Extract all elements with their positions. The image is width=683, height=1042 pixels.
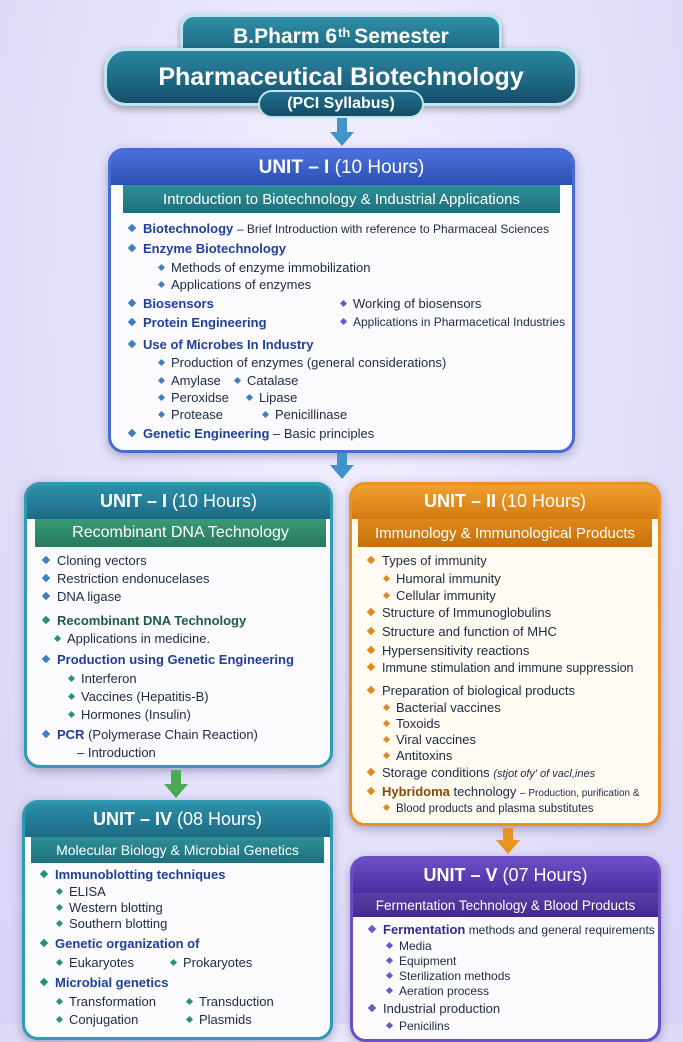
unit3-bio-sub3: Viral vaccines xyxy=(384,732,476,747)
unit2-title-row xyxy=(27,491,330,512)
unit2-prod-sub3: Hormones (Insulin) xyxy=(69,707,191,722)
unit1-subtitle: Introduction to Biotechnology & Industrial Applications xyxy=(163,190,520,208)
unit5-title-row xyxy=(353,865,658,886)
unit4-title: UNIT – IV xyxy=(92,809,172,829)
arrow-down-icon xyxy=(330,118,354,148)
bullet-icon xyxy=(368,1004,376,1012)
bullet-icon xyxy=(367,627,375,635)
bullet-icon xyxy=(386,987,393,994)
bullet-icon xyxy=(367,663,375,671)
bullet-icon xyxy=(170,959,177,966)
bullet-icon xyxy=(367,556,375,564)
bullet-icon xyxy=(367,608,375,616)
bullet-icon xyxy=(56,920,63,927)
unit1-biotech: Biotechnology – Brief Introduction with reference to Pharmaceal Sciences xyxy=(129,221,549,236)
bullet-icon xyxy=(386,957,393,964)
bullet-icon xyxy=(158,359,165,366)
unit1-penicillinase: Penicillinase xyxy=(263,407,347,422)
unit1-microbes: Use of Microbes In Industry xyxy=(129,337,313,352)
unit4-eukaryotes: Eukaryotes xyxy=(57,955,134,970)
unit3-bio-sub2: Toxoids xyxy=(384,716,440,731)
bullet-icon xyxy=(68,693,75,700)
unit3-header xyxy=(352,485,658,519)
unit5-hours: (07 Hours) xyxy=(502,865,588,885)
unit2-subtitle-band xyxy=(35,519,326,547)
unit3-storage: Storage conditions (stjot ofy' of vacl,ines xyxy=(368,765,595,780)
unit2-prod-sub1: Interferon xyxy=(69,671,137,686)
unit4-plasmids: Plasmids xyxy=(187,1012,252,1027)
unit1-subtitle-band xyxy=(123,185,560,213)
unit1-enzyme-sub1: Methods of enzyme immobilization xyxy=(159,260,370,275)
unit4-subtitle: Molecular Biology & Microbial Genetics xyxy=(56,842,299,858)
unit3-card xyxy=(349,482,661,826)
bullet-icon xyxy=(68,711,75,718)
unit1-biosensors: Biosensors xyxy=(129,296,214,311)
unit4-immuno: Immunoblotting techniques xyxy=(41,867,225,882)
bullet-icon xyxy=(128,340,136,348)
bullet-icon xyxy=(56,904,63,911)
unit1-enzyme: Enzyme Biotechnology xyxy=(129,241,286,256)
unit2-hours: (10 Hours) xyxy=(172,491,258,511)
unit1-hours: (10 Hours) xyxy=(334,157,425,178)
unit4-transformation: Transformation xyxy=(57,994,156,1009)
unit5-aeration: Aeration process xyxy=(387,984,489,998)
bullet-icon xyxy=(383,704,390,711)
unit4-hours: (08 Hours) xyxy=(177,809,263,829)
unit5-media: Media xyxy=(387,939,432,953)
unit1-protein: Protein Engineering xyxy=(129,315,267,330)
bullet-icon xyxy=(40,870,48,878)
unit1-protease: Protease xyxy=(159,407,223,422)
unit3-hybridoma: Hybridoma technology – Production, purification & xyxy=(368,784,640,799)
bullet-icon xyxy=(234,377,241,384)
bullet-icon xyxy=(386,972,393,979)
unit5-subtitle: Fermentation Technology & Blood Products xyxy=(375,897,636,913)
arrow-down-icon xyxy=(164,770,188,800)
unit1-microbes-sub1: Production of enzymes (general considerations) xyxy=(159,355,446,370)
bullet-icon xyxy=(128,299,136,307)
unit2-title: UNIT – I xyxy=(99,491,167,511)
semester-suffix: Semester xyxy=(354,25,449,48)
unit2-item1: Cloning vectors xyxy=(43,553,147,568)
bullet-icon xyxy=(367,768,375,776)
unit5-fermentation: Fermentation methods and general requirements xyxy=(369,922,655,937)
bullet-icon xyxy=(340,318,347,325)
unit4-subtitle-band xyxy=(31,837,324,863)
bullet-icon xyxy=(186,998,193,1005)
unit3-immunity: Types of immunity xyxy=(368,553,487,568)
bullet-icon xyxy=(42,592,50,600)
bullet-icon xyxy=(56,998,63,1005)
unit4-transduction: Transduction xyxy=(187,994,274,1009)
bullet-icon xyxy=(56,888,63,895)
bullet-icon xyxy=(42,556,50,564)
semester-sup: th xyxy=(338,25,351,40)
unit3-blood: Blood products and plasma substitutes xyxy=(384,803,594,815)
unit4-prokaryotes: Prokaryotes xyxy=(171,955,252,970)
unit1-applications: Applications in Pharmacetical Industries xyxy=(341,315,565,329)
bullet-icon xyxy=(386,942,393,949)
bullet-icon xyxy=(128,224,136,232)
unit3-immunity-sub2: Cellular immunity xyxy=(384,588,496,603)
unit1-lipase: Lipase xyxy=(247,390,297,405)
unit4-conjugation: Conjugation xyxy=(57,1012,138,1027)
bullet-icon xyxy=(158,394,165,401)
bullet-icon xyxy=(383,804,390,811)
bullet-icon xyxy=(128,318,136,326)
unit2-production: Production using Genetic Engineering xyxy=(43,652,294,667)
unit3-bio-sub4: Antitoxins xyxy=(384,748,452,763)
bullet-icon xyxy=(383,575,390,582)
unit1-title-row xyxy=(111,157,572,179)
bullet-icon xyxy=(262,411,269,418)
unit3-ig: Structure of Immunoglobulins xyxy=(368,605,551,620)
bullet-icon xyxy=(158,281,165,288)
unit3-bio: Preparation of biological products xyxy=(368,683,575,698)
unit1-card xyxy=(108,148,575,453)
bullet-icon xyxy=(368,925,376,933)
unit1-catalase: Catalase xyxy=(235,373,298,388)
semester-prefix: B.Pharm 6 xyxy=(233,25,338,48)
bullet-icon xyxy=(128,429,136,437)
unit1-peroxidase: Peroxidse xyxy=(159,390,229,405)
bullet-icon xyxy=(367,787,375,795)
bullet-icon xyxy=(56,959,63,966)
bullet-icon xyxy=(158,377,165,384)
bullet-icon xyxy=(367,646,375,654)
unit4-card xyxy=(22,800,333,1040)
unit2-pcr-sub: – Introduction xyxy=(77,745,156,760)
bullet-icon xyxy=(42,616,50,624)
arrow-down-icon xyxy=(496,828,520,856)
unit2-rdna: Recombinant DNA Technology xyxy=(43,613,246,628)
syllabus-label: (PCI Syllabus) xyxy=(287,95,395,112)
unit2-card xyxy=(24,482,333,768)
unit1-genetic: Genetic Engineering – Basic principles xyxy=(129,426,374,441)
unit2-item2: Restriction endonucelases xyxy=(43,571,209,586)
unit5-penicillins: Penicilins xyxy=(387,1019,450,1033)
unit3-subtitle-band xyxy=(358,519,652,547)
unit4-western: Western blotting xyxy=(57,900,163,915)
unit5-industrial: Industrial production xyxy=(369,1001,500,1016)
unit5-title: UNIT – V xyxy=(423,865,498,885)
bullet-icon xyxy=(246,394,253,401)
unit3-bio-sub1: Bacterial vaccines xyxy=(384,700,501,715)
unit2-rdna-sub: Applications in medicine. xyxy=(55,631,210,646)
bullet-icon xyxy=(383,736,390,743)
unit2-pcr: PCR (Polymerase Chain Reaction) xyxy=(43,727,258,742)
unit1-enzyme-sub2: Applications of enzymes xyxy=(159,277,311,292)
unit3-title: UNIT – II xyxy=(423,491,496,511)
unit4-genetic-org: Genetic organization of xyxy=(41,936,199,951)
bullet-icon xyxy=(158,411,165,418)
unit5-card xyxy=(350,856,661,1042)
unit2-subtitle: Recombinant DNA Technology xyxy=(72,524,289,541)
unit1-title: UNIT – I xyxy=(258,157,330,178)
unit4-elisa: ELISA xyxy=(57,884,106,899)
bullet-icon xyxy=(128,244,136,252)
bullet-icon xyxy=(383,720,390,727)
unit4-southern: Southern blotting xyxy=(57,916,167,931)
unit3-title-row xyxy=(352,491,658,512)
bullet-icon xyxy=(56,1016,63,1023)
bullet-icon xyxy=(340,300,347,307)
unit5-header xyxy=(353,859,658,893)
unit1-amylase: Amylase xyxy=(159,373,221,388)
bullet-icon xyxy=(40,939,48,947)
bullet-icon xyxy=(42,574,50,582)
bullet-icon xyxy=(54,635,61,642)
unit2-item3: DNA ligase xyxy=(43,589,121,604)
bullet-icon xyxy=(42,655,50,663)
unit5-equipment: Equipment xyxy=(387,954,456,968)
unit3-stim: Immune stimulation and immune suppression xyxy=(368,661,634,675)
unit2-prod-sub2: Vaccines (Hepatitis-B) xyxy=(69,689,209,704)
unit4-microbial: Microbial genetics xyxy=(41,975,168,990)
bullet-icon xyxy=(386,1022,393,1029)
unit5-sterilization: Sterilization methods xyxy=(387,969,510,983)
unit3-immunity-sub1: Humoral immunity xyxy=(384,571,501,586)
bullet-icon xyxy=(68,675,75,682)
unit3-hours: (10 Hours) xyxy=(501,491,587,511)
arrow-down-icon xyxy=(330,453,354,481)
bullet-icon xyxy=(383,592,390,599)
unit5-subtitle-band xyxy=(353,893,658,917)
unit4-header xyxy=(25,803,330,837)
unit1-working: Working of biosensors xyxy=(341,296,481,311)
bullet-icon xyxy=(186,1016,193,1023)
bullet-icon xyxy=(40,978,48,986)
unit3-mhc: Structure and function of MHC xyxy=(368,624,557,639)
syllabus-badge xyxy=(258,90,424,118)
unit4-title-row xyxy=(25,809,330,830)
unit2-header xyxy=(27,485,330,519)
bullet-icon xyxy=(42,730,50,738)
unit1-header xyxy=(111,151,572,185)
bullet-icon xyxy=(383,752,390,759)
unit3-subtitle: Immunology & Immunological Products xyxy=(374,524,636,542)
unit3-hyper: Hypersensitivity reactions xyxy=(368,643,529,658)
subject-title: Pharmaceutical Biotechnology xyxy=(158,62,524,91)
bullet-icon xyxy=(158,264,165,271)
bullet-icon xyxy=(367,686,375,694)
